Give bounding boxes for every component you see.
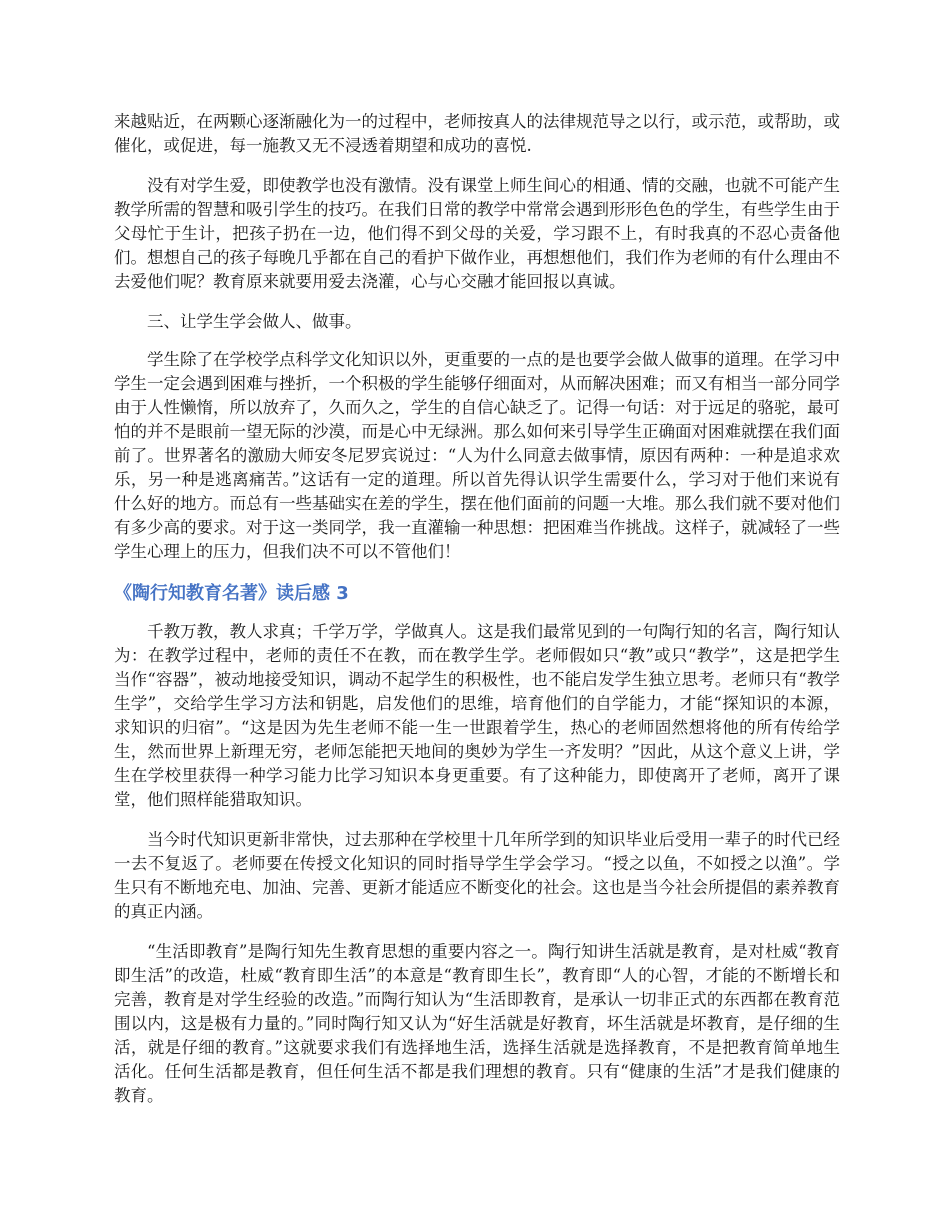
paragraph-teach-truth: 千教万教，教人求真；千学万学，学做真人。这是我们最常见到的一句陶行知的名言，陶行知认为：在教学过程中，老师的责任不在教，而在教学生学。老师假如只“教”或只“教学”，这是把学生当作“容器”，被动地接受知识，调动不起学生的积极性，也不能启发学生独立思考。老师只有“教学生学”，交给学生学习方法和钥匙，启发他们的思维，培育他们的自学能力，才能“探知识的本源，求知识的归宿”。“这是因为先生老师不能一生一世跟着学生，热心的老师固然想将他的所有传给学生，然而世界上新理无穷，老师怎能把天地间的奥妙为学生一齐发明？”因此，从这个意义上讲，学生在学校里获得一种学习能力比学习知识本身更重要。有了这种能力，即使离开了老师，离开了课堂，他们照样能猎取知识。 (114, 622, 840, 809)
paragraph-knowledge-update: 当今时代知识更新非常快，过去那种在学校里十几年所学到的知识毕业后受用一辈子的时代已经一去不复返了。老师要在传授文化知识的同时指导学生学会学习。“授之以鱼，不如授之以渔”。学生只有不断地充电、加油、完善、更新才能适应不断变化的社会。这也是当今社会所提倡的素养教育的真正内涵。 (114, 830, 840, 921)
paragraph-love-teaching: 没有对学生爱，即使教学也没有激情。没有课堂上师生间心的相通、情的交融，也就不可能产生教学所需的智慧和吸引学生的技巧。在我们日常的教学中常常会遇到形形色色的学生，有些学生由于父母忙于生计，把孩子扔在一边，他们得不到父母的关爱，学习跟不上，有时我真的不忍心责备他们。想想自己的孩子每晚几乎都在自己的看护下做作业，再想想他们，我们作为老师的有什么理由不去爱他们呢？教育原来就要用爱去浇灌，心与心交融才能回报以真诚。 (114, 176, 840, 291)
subheading-learn-to-behave: 三、让学生学会做人、做事。 (147, 312, 362, 331)
paragraph-learn-to-behave: 学生除了在学校学点科学文化知识以外，更重要的一点的是也要学会做人做事的道理。在学习中学生一定会遇到困难与挫折，一个积极的学生能够仔细面对，从而解决困难；而又有相当一部分同学由于人性懒惰，所以放弃了，久而久之，学生的自信心缺乏了。记得一句话：对于远足的骆驼，最可怕的并不是眼前一望无际的沙漠，而是心中无绿洲。那么如何来引导学生正确面对困难就摆在我们面前了。世界著名的激励大师安冬尼罗宾说过：“人为什么同意去做事情，原因有两种：一种是追求欢乐，另一种是逃离痛苦。”这话有一定的道理。所以首先得认识学生需要什么，学习对于他们来说有什么好的地方。而总有一些基础实在差的学生，摆在他们面前的问题一大堆。那么我们就不要对他们有多少高的要求。对于这一类同学，我一直灌输一种思想：把困难当作挑战。这样子，就减轻了一些学生心理上的压力，但我们决不可以不管他们！ (114, 350, 840, 561)
document-page (114, 110, 840, 1124)
section-heading: 《陶行知教育名著》读后感 3 (114, 583, 349, 604)
paragraph-life-education: “生活即教育”是陶行知先生教育思想的重要内容之一。陶行知讲生活就是教育，是对杜威“教育即生活”的改造，杜威“教育即生活”的本意是“教育即生长”，教育即“人的心智，才能的不断增长和完善，教育是对学生经验的改造。”而陶行知认为“生活即教育，是承认一切非正式的东西都在教育范围以内，这是极有力量的。”同时陶行知又认为“好生活就是好教育，坏生活就是坏教育，是仔细的生活，就是仔细的教育。”这就要求我们有选择地生活，选择生活就是选择教育，不是把教育简单地生活化。任何生活都是教育，但任何生活不都是我们理想的教育。只有“健康的生活”才是我们健康的教育。 (114, 942, 840, 1105)
paragraph-continuation: 来越贴近，在两颗心逐渐融化为一的过程中，老师按真人的法律规范导之以行，或示范，或帮助，或催化，或促进，每一施教又无不浸透着期望和成功的喜悦. (114, 112, 840, 155)
